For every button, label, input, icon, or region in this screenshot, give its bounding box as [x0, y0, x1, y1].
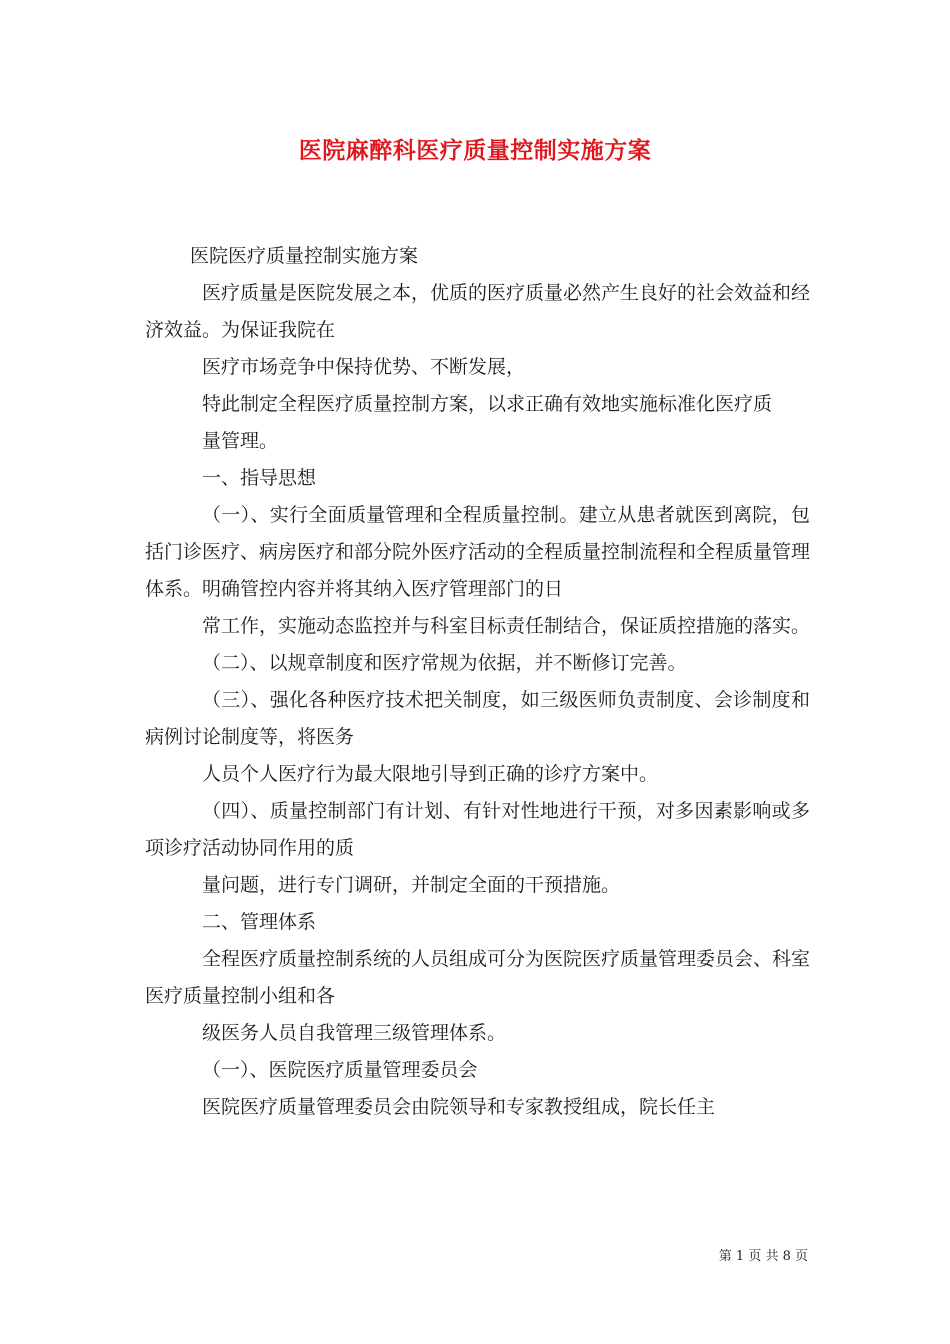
- paragraph: （一）、实行全面质量管理和全程质量控制。建立从患者就医到离院，包括门诊医疗、病房医疗和部分院外医疗活动的全程质量控制流程和全程质量管理体系。明确管控内容并将其纳入医疗管理部门的日: [145, 504, 811, 600]
- paragraph: 常工作，实施动态监控并与科室目标责任制结合，保证质控措施的落实。: [202, 615, 811, 637]
- document-body: [145, 238, 810, 1126]
- paragraph: 全程医疗质量控制系统的人员组成可分为医院医疗质量管理委员会、科室医疗质量控制小组和各: [145, 948, 811, 1007]
- paragraph: 级医务人员自我管理三级管理体系。: [202, 1022, 507, 1044]
- section-heading: 一、指导思想: [202, 467, 317, 489]
- paragraph: 医院医疗质量管理委员会由院领导和专家教授组成，院长任主: [202, 1096, 716, 1118]
- paragraph: （二）、以规章制度和医疗常规为依据，并不断修订完善。: [202, 652, 687, 674]
- paragraph: 量问题，进行专门调研，并制定全面的干预措施。: [202, 874, 621, 896]
- document-title: 医院麻醉科医疗质量控制实施方案: [298, 137, 652, 164]
- paragraph: 人员个人医疗行为最大限地引导到正确的诊疗方案中。: [202, 763, 659, 785]
- paragraph: 医疗质量是医院发展之本，优质的医疗质量必然产生良好的社会效益和经济效益。为保证我院在: [145, 282, 811, 341]
- paragraph: （三）、强化各种医疗技术把关制度，如三级医师负责制度、会诊制度和病例讨论制度等，将医务: [145, 689, 810, 748]
- subsection-heading: （一）、医院医疗质量管理委员会: [202, 1059, 478, 1081]
- paragraph: 量管理。: [202, 430, 279, 452]
- paragraph: 特此制定全程医疗质量控制方案，以求正确有效地实施标准化医疗质: [202, 393, 773, 415]
- paragraph: 医疗市场竞争中保持优势、不断发展，: [202, 356, 526, 378]
- paragraph: （四）、质量控制部门有计划、有针对性地进行干预，对多因素影响或多项诊疗活动协同作用的质: [145, 800, 810, 859]
- section-heading: 二、管理体系: [202, 911, 317, 933]
- page-number-footer: 第 1 页 共 8 页: [718, 1249, 808, 1264]
- paragraph-subtitle: 医院医疗质量控制实施方案: [190, 245, 419, 267]
